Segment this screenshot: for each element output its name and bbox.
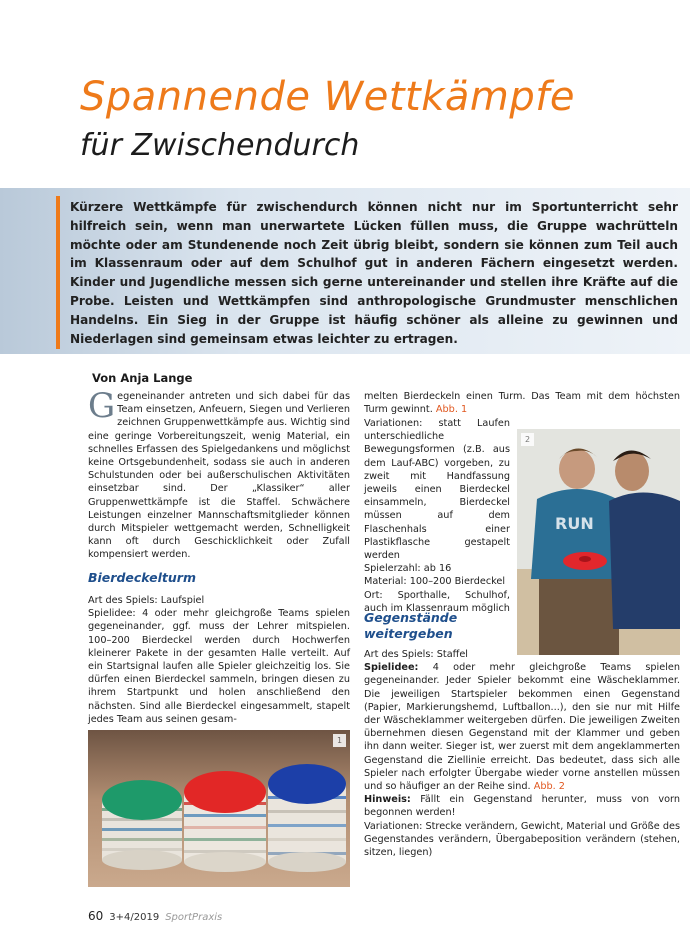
variations-1: Variationen: statt Laufen unterschiedliche Bewegungsformen (z.B. aus dem Lauf-ABC) vorgeben, zu zweit mit Handfassung jeweils einen Bierdeckel einsammeln, Bierdeckel müssen auf dem Flaschenhals einer Plastikflasche gestapelt werden xyxy=(364,418,510,562)
variations-2: Variationen: Strecke verändern, Gewicht, Material und Größe des Gegenstandes verändern, Übergabeposition verändern (stehen, sitzen, liegen) xyxy=(364,820,680,859)
issue-number: 3+4/2019 xyxy=(109,912,160,923)
author-line: Von Anja Lange xyxy=(92,371,193,385)
column-1-intro xyxy=(88,386,350,562)
figure-2-players-photo xyxy=(517,429,680,655)
material: Material: 100–200 Bierdeckel xyxy=(364,576,506,588)
magazine-name: SportPraxis xyxy=(165,912,223,923)
blue-coaster-stack xyxy=(268,764,346,872)
shirt-text: RUN xyxy=(555,514,594,533)
page-footer xyxy=(88,909,222,923)
column-2-continuation: melten Bierdeckeln einen Turm. Das Team mit dem höchsten Turm gewinnt. Abb. 1 xyxy=(364,391,680,416)
location: Ort: Sporthalle, Schulhof, auch im Klassenraum möglich xyxy=(364,589,510,614)
article-subtitle: für Zwischendurch xyxy=(80,128,360,163)
game-type-2: Art des Spiels: Staffel xyxy=(364,649,468,660)
game-type: Art des Spiels: Laufspiel xyxy=(88,595,205,606)
column-1-intro-text: egeneinander antreten und sich dabei für das Team einsetzen, Anfeuern, Siegen und Verlieren zeichnen Gruppenwettkämpfe aus. Wichtig sind eine geringe Vorbereitungszeit, wenig Material, ein schnelles Erfassen des Spielgedankens und möglichst keine Ortsgebundenheit, sodass sie auch in anderen Schulstunden oder bei außerschulischen Aktivitäten einsetzbar sind. Der „Klassiker“ aller Gruppenwettkämpfe ist die Staffel. Schwächere Leistungen einzelner Mannschaftsmitglieder können durch Mitspieler wettgemacht werden, Schnelligkeit kann oft durch Geschicklichkeit oder Zufall kompensiert werden. xyxy=(88,391,350,561)
article-title: Spannende Wettkämpfe xyxy=(80,74,575,120)
green-coaster-stack xyxy=(102,780,182,870)
red-coaster-stack xyxy=(184,771,266,872)
game-idea: Spielidee: 4 oder mehr gleichgroße Teams spielen gegeneinander, ggf. muss der Lehrer mitspielen. 100–200 Bierdeckel werden durch Hochwerfen kleinerer Pakete in der gesamten Halle verteilt. Auf ein Startsignal laufen alle Spieler gleichzeitig los. Sie dürfen einen Bierdeckel sammeln, bringen diesen zu ihrem Startpunkt und holen anschließend den nächsten. Sind alle Bierdeckel eingesammelt, stapelt jedes Team aus seinen gesam- xyxy=(88,608,350,725)
figure-1-coaster-stacks xyxy=(88,730,350,887)
player-count: Spielerzahl: ab 16 xyxy=(364,563,452,575)
figure-2-number: 2 xyxy=(521,433,534,446)
page-number: 60 xyxy=(88,909,104,923)
dropcap: G xyxy=(88,386,116,426)
figure-ref-2: Abb. 2 xyxy=(533,781,565,793)
column-2-section-2 xyxy=(364,648,680,859)
intro-text: Kürzere Wettkämpfe für zwischendurch können nicht nur im Sportunterricht sehr hilfreich sein, wenn man unerwartete Lücken füllen muss, die Gruppe wachrütteln möchte oder am Stundenende noch Zeit übrig bleibt, sondern sie können zum Teil auch im Klassenraum oder auf dem Schulhof gut in anderen Fächern eingesetzt werden. Kinder und Jugendliche messen sich gerne untereinander und stellen ihre Kräfte auf die Probe. Leisten und Wettkämpfen sind anthropologische Grundmuster menschlichen Handelns. Ein Sieg in der Gruppe ist häufig schöner als alleine zu gewinnen und Niederlagen sind gemeinsam etwas leichter zu ertragen. xyxy=(70,200,678,346)
figure-1-number: 1 xyxy=(333,734,346,747)
game-idea-2: Spielidee: 4 oder mehr gleichgroße Teams spielen gegeneinander. Jeder Spieler bekommt eine Wäscheklammer. Die jeweiligen Startspieler bekommen einen Gegenstand (Papier, Markierungshemd, Luftballon...), den sie nur mit Hilfe der Wäscheklammer weitergeben dürfen. Die jeweiligen Zweiten übernehmen diesen Gegenstand mit der Klammer und geben ihn dann weiter. Sieger ist, wer zuerst mit dem angeklammerten Gegenstand die Ziellinie erreicht. Das bedeutet, dass sich alle Spieler nach erfolgter Übergabe wieder vorne anstellen müssen und so häufiger an der Reihe sind. Abb. 2 xyxy=(364,662,680,793)
intro-accent-bar xyxy=(56,196,60,349)
hint: Hinweis: Fällt ein Gegenstand herunter, muss von vorn begonnen werden! xyxy=(364,794,680,819)
column-2-details xyxy=(364,417,510,615)
section-heading-gegenstaende: Gegenstände weitergeben xyxy=(364,610,458,641)
section-heading-bierdeckelturm: Bierdeckelturm xyxy=(88,570,196,585)
coaster-stacks-illustration xyxy=(88,730,350,887)
players-illustration xyxy=(517,429,680,655)
column-1-section-1 xyxy=(88,594,350,726)
figure-ref-1: Abb. 1 xyxy=(435,404,468,416)
